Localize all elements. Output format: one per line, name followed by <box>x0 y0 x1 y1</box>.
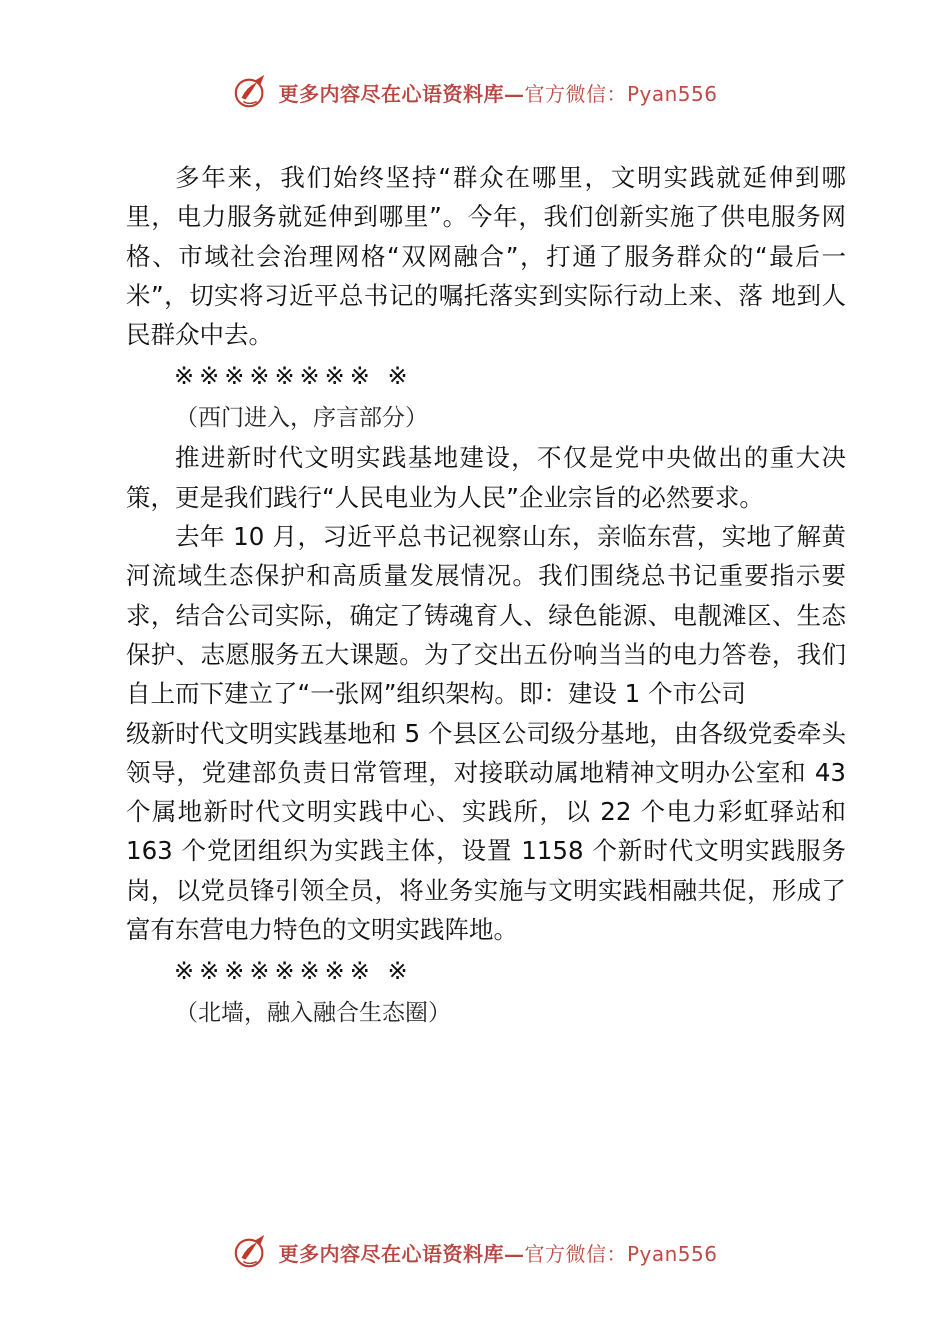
separator-1: ※※※※※※※※ ※ <box>174 362 413 391</box>
brush-pen-logo-icon <box>232 1233 270 1271</box>
footer-banner <box>0 1230 950 1274</box>
footer-wechat: 官方微信：Pyan556 <box>524 1241 718 1266</box>
paragraph-1: 多年来，我们始终坚持“群众在哪里，文明实践就延伸到哪里，电力服务就延伸到哪里”。今年，我们创新实施了供电服务网格、市域社会治理网格“双网融合”，打通了服务群众的“最后一米”，切实将习近平总书记的嘱托落实到实际行动上来、落 地到人民群众中去。 <box>126 163 846 350</box>
paragraph-3: 去年 10 月，习近平总书记视察山东，亲临东营，实地了解黄河流域生态保护和高质量发展情况。我们围绕总书记重要指示要求，结合公司实际，确定了铸魂育人、绿色能源、电靓滩区、生态保护、志愿服务五大课题。为了交出五份响当当的电力答卷，我们自上而下建立了“一张网”组织架构。即：建设 1 个市公司 <box>126 522 846 709</box>
paragraph-3-continued: 级新时代文明实践基地和 5 个县区公司级分基地，由各级党委牵头领导，党建部负责日常管理，对接联动属地精神文明办公室和 43 个属地新时代文明实践中心、实践所，以 22 个电力彩虹驿站和 163 个党团组织为实践主体，设置 1158 个新时代文明实践服务岗，以党员锋引领全员，将业务实施与文明实践相融共促，形成了富有东营电力特色的文明实践阵地。 <box>126 718 846 945</box>
footer-text: 更多内容尽在心语资料库—官方微信：Pyan556 <box>278 1241 718 1266</box>
separator-2: ※※※※※※※※ ※ <box>174 957 413 986</box>
brush-pen-logo-icon <box>232 73 270 111</box>
header-banner <box>0 70 950 114</box>
header-wechat: 官方微信：Pyan556 <box>524 81 718 106</box>
paragraph-2: 推进新时代文明实践基地建设，不仅是党中央做出的重大决策，更是我们践行“人民电业为人民”企业宗旨的必然要求。 <box>126 443 846 512</box>
header-text: 更多内容尽在心语资料库—官方微信：Pyan556 <box>278 81 718 106</box>
stage-note-1: （西门进入，序言部分） <box>175 405 428 432</box>
document-body <box>126 158 846 1033</box>
stage-note-2: （北墙，融入融合生态圈） <box>175 1000 451 1027</box>
